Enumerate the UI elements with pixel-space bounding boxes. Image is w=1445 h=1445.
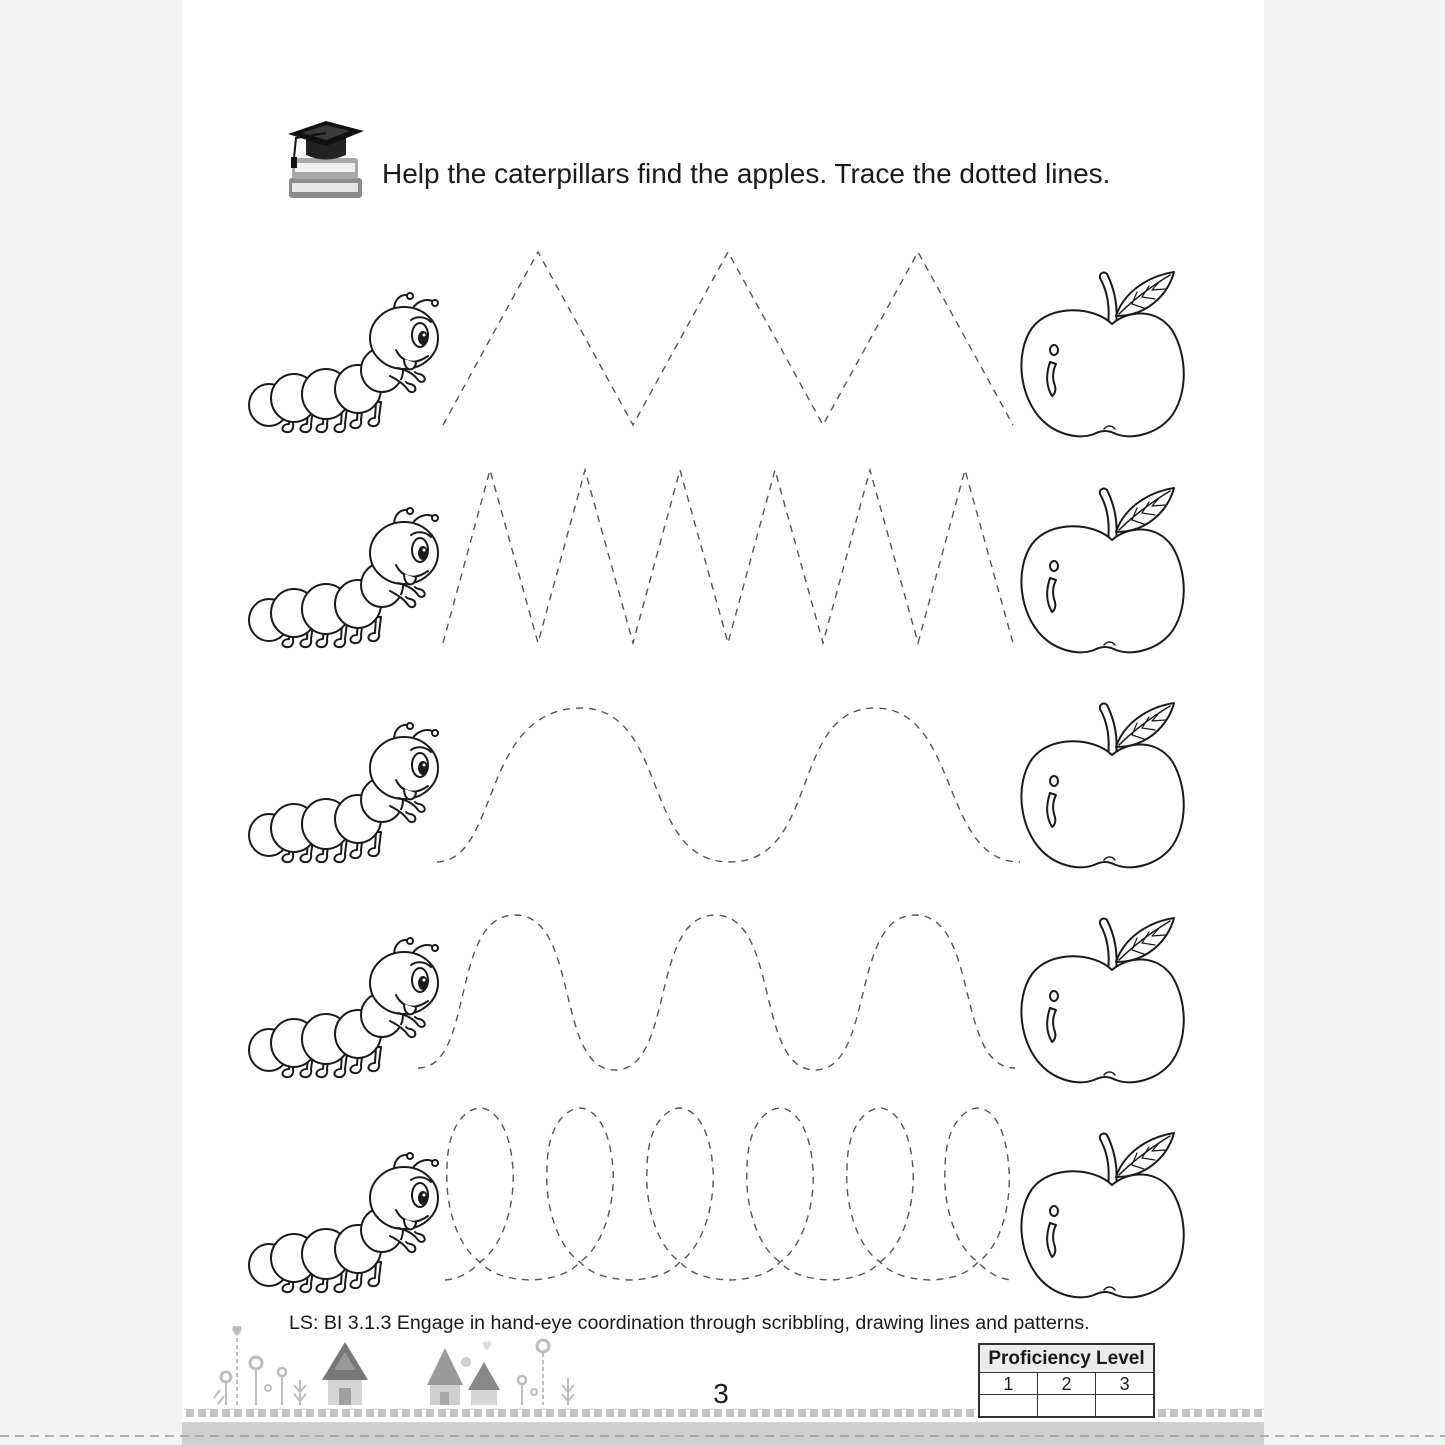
graduation-cap-icon xyxy=(288,121,364,198)
instruction-text: Help the caterpillars find the apples. Trace the dotted lines. xyxy=(382,158,1111,189)
proficiency-header-row xyxy=(979,1344,1154,1373)
proficiency-title: Proficiency Level xyxy=(979,1344,1154,1373)
proficiency-level-table xyxy=(978,1343,1155,1418)
proficiency-level-1: 1 xyxy=(979,1373,1037,1395)
proficiency-score-cell xyxy=(1037,1395,1095,1418)
proficiency-score-cell xyxy=(1096,1395,1154,1418)
page-number: 3 xyxy=(713,1378,729,1409)
proficiency-level-2: 2 xyxy=(1037,1373,1095,1395)
proficiency-score-row xyxy=(979,1395,1154,1418)
proficiency-level-3: 3 xyxy=(1096,1373,1154,1395)
bottom-band xyxy=(182,1422,1264,1445)
proficiency-score-cell xyxy=(979,1395,1037,1418)
proficiency-levels-row xyxy=(979,1373,1154,1395)
learning-standard-text: LS: BI 3.1.3 Engage in hand-eye coordination through scribbling, drawing lines and patterns. xyxy=(289,1312,1090,1334)
